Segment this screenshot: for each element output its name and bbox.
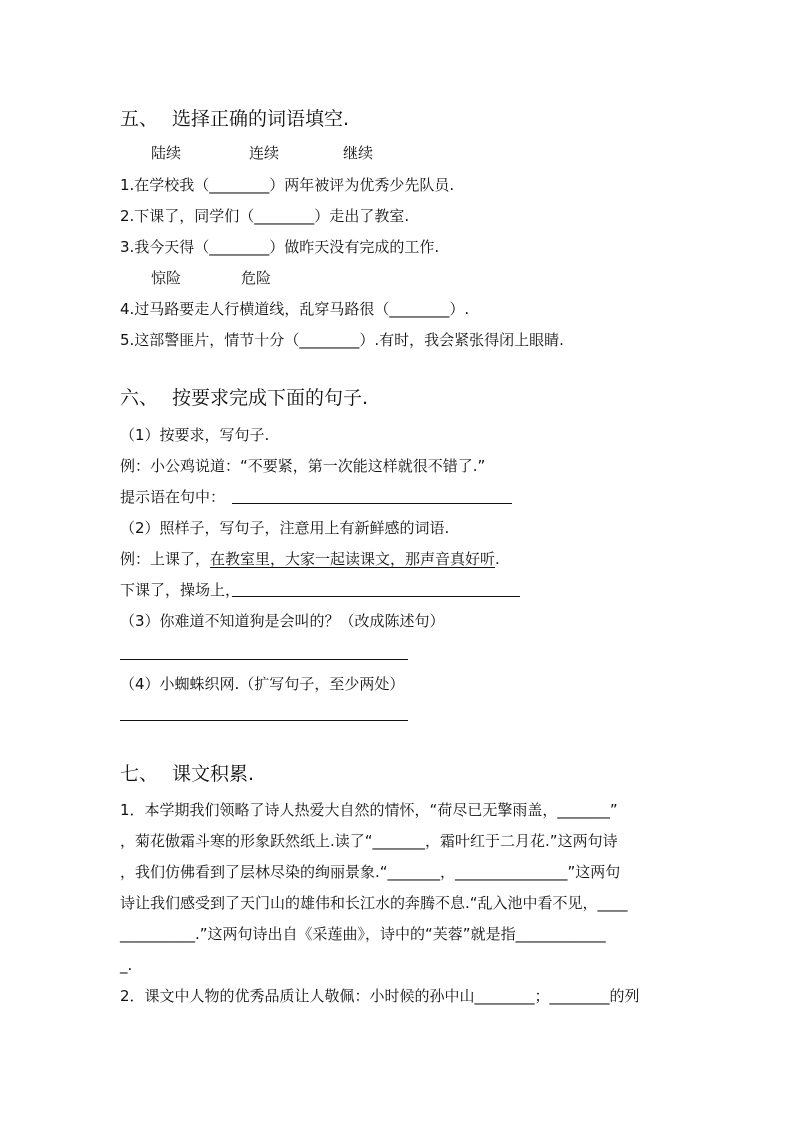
question-5-1: 1.在学校我（________）两年被评为优秀少先队员. xyxy=(120,176,455,194)
answer-line[interactable] xyxy=(232,596,520,597)
item-6-2-prompt: 下课了，操场上， xyxy=(120,581,241,599)
section6-heading xyxy=(120,386,368,410)
option-word: 继续 xyxy=(343,144,374,162)
question-5-5: 5.这部警匪片，情节十分（________）.有时，我会紧张得闭上眼睛. xyxy=(120,331,564,349)
accumulation-line: __________.”这两句诗出自《采莲曲》，诗中的“芙蓉”就是指____________ xyxy=(120,925,606,943)
question-5-3: 3.我今天得（________）做昨天没有完成的工作. xyxy=(120,238,440,256)
section5-heading-number: 五、 xyxy=(120,108,159,130)
section5-heading xyxy=(120,107,349,131)
section7-heading-text: 课文积累. xyxy=(172,763,255,785)
option-word: 连续 xyxy=(249,144,280,162)
item-6-1-prompt: 提示语在句中： xyxy=(120,488,226,506)
option-word: 惊险 xyxy=(151,269,182,287)
example-suffix: . xyxy=(495,550,500,568)
section6-heading-text: 按要求完成下面的句子. xyxy=(172,387,369,409)
example-underlined-phrase: 在教室里，大家一起读课文，那声音真好听 xyxy=(210,550,496,568)
section5-heading-text: 选择正确的词语填空. xyxy=(172,108,350,130)
answer-line[interactable] xyxy=(120,659,408,660)
question-5-4: 4.过马路要走人行横道线，乱穿马路很（________）. xyxy=(120,300,470,318)
item-6-2: （2）照样子，写句子，注意用上有新鲜感的词语. xyxy=(120,519,450,537)
accumulation-line: 1．本学期我们领略了诗人热爱大自然的情怀，“荷尽已无擎雨盖，_______” xyxy=(120,801,618,819)
answer-line[interactable] xyxy=(232,503,512,504)
item-6-2-example xyxy=(120,549,500,569)
section7-heading xyxy=(120,762,254,786)
example-prefix: 例：上课了， xyxy=(120,550,211,568)
answer-line[interactable] xyxy=(120,720,408,721)
accumulation-line: ，我们仿佛看到了层林尽染的绚丽景象.“_______，_______________”这两句 xyxy=(120,863,621,881)
question-5-2: 2.下课了，同学们（________）走出了教室. xyxy=(120,207,410,225)
section7-heading-number: 七、 xyxy=(120,763,159,785)
accumulation-line: 诗让我们感受到了天门山的雄伟和长江水的奔腾不息.“乱入池中看不见，____ xyxy=(120,894,628,912)
item-6-4: （4）小蜘蛛织网.（扩写句子，至少两处） xyxy=(120,675,405,693)
item-6-1: （1）按要求，写句子. xyxy=(120,426,270,444)
accumulation-line: _. xyxy=(120,956,133,974)
accumulation-line: 2．课文中人物的优秀品质让人敬佩：小时候的孙中山________；________的列 xyxy=(120,987,640,1005)
option-word: 陆续 xyxy=(151,144,182,162)
section6-heading-number: 六、 xyxy=(120,387,159,409)
item-6-3: （3）你难道不知道狗是会叫的？（改成陈述句） xyxy=(120,612,445,630)
item-6-1-example: 例：小公鸡说道：“不要紧，第一次能这样就很不错了.” xyxy=(120,457,486,475)
option-word: 危险 xyxy=(241,269,272,287)
accumulation-line: ，菊花傲霜斗寒的形象跃然纸上.读了“_______，霜叶红于二月花.”这两句诗 xyxy=(120,832,618,850)
